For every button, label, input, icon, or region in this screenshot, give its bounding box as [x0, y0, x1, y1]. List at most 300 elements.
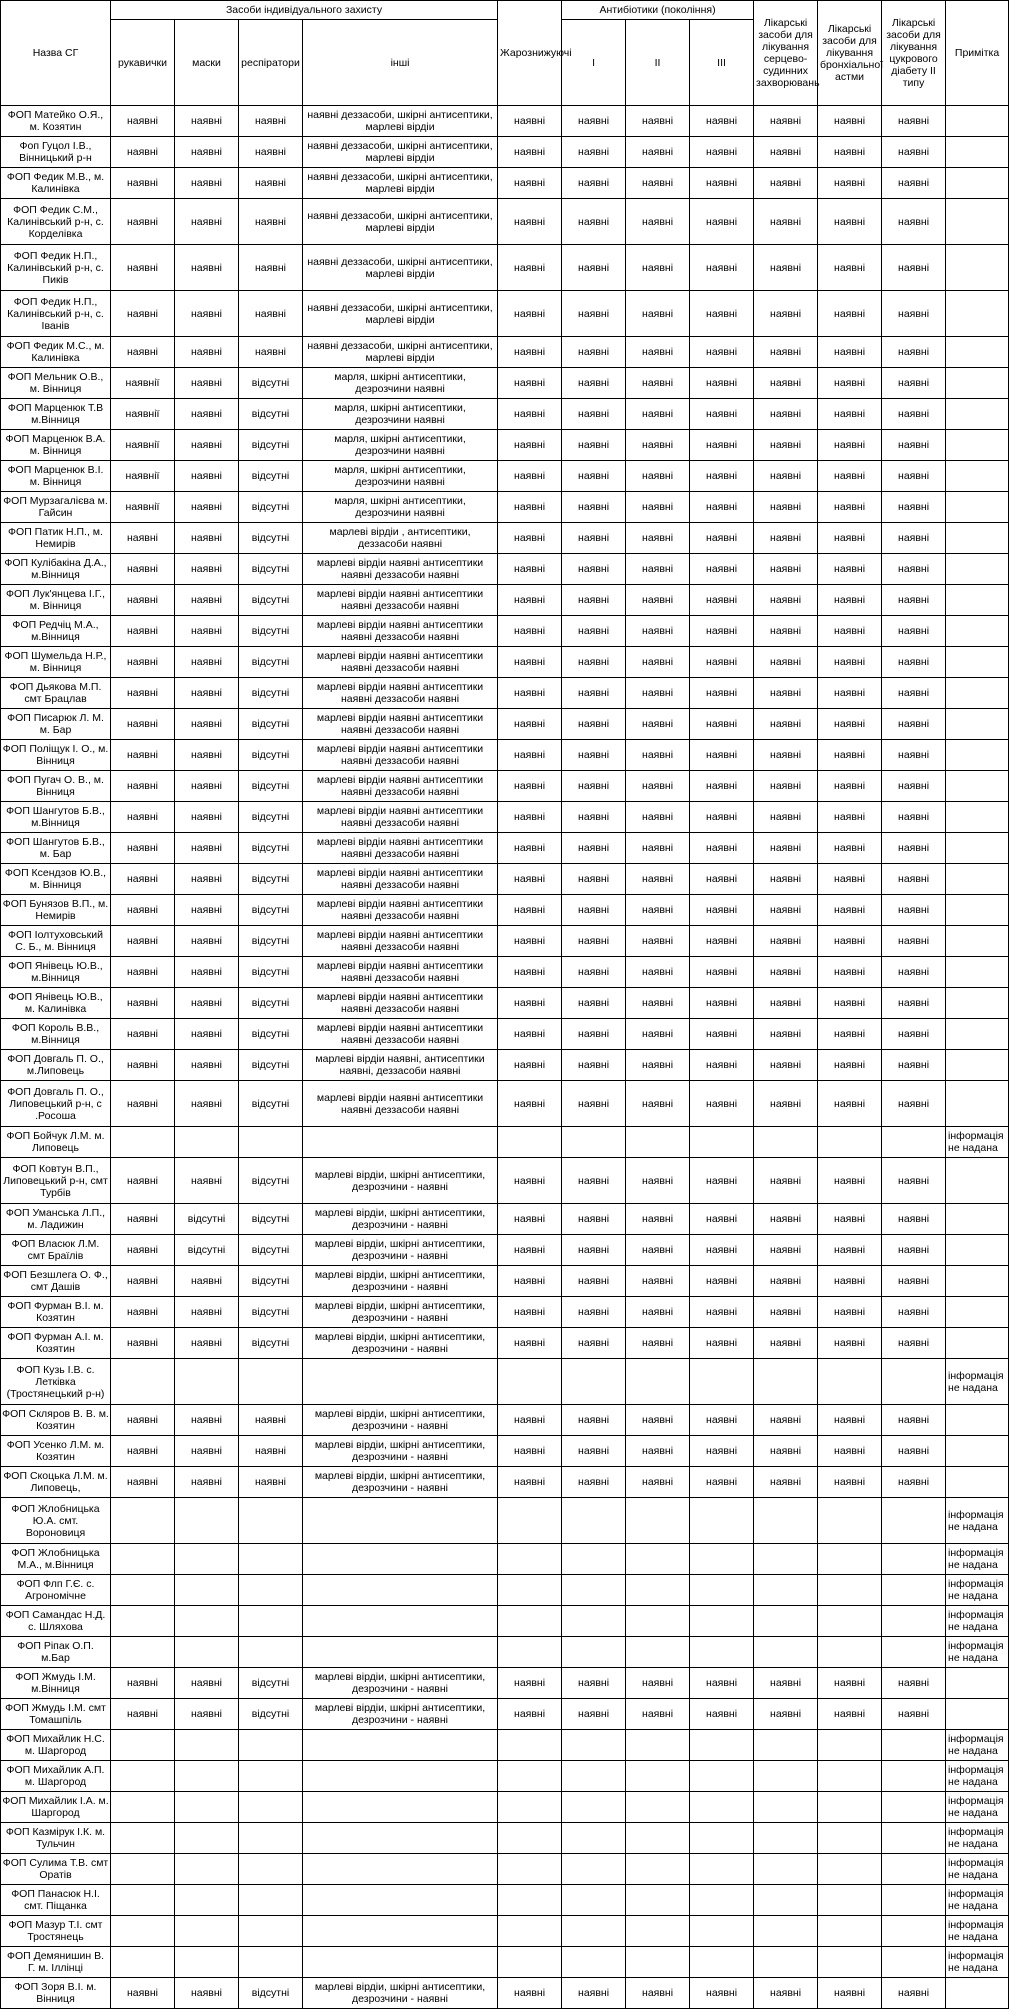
antibiotics-gen3-cell [690, 1854, 754, 1885]
header-diabetes: Лікарські засоби для лікування цукрового діабету ІІ типу [882, 1, 946, 106]
diabetes-cell: наявні [882, 1081, 946, 1127]
cardio-cell: наявні [754, 616, 818, 647]
antipyretics-cell: наявні [498, 430, 562, 461]
diabetes-cell: наявні [882, 1405, 946, 1436]
table-row [1, 1854, 1009, 1885]
gloves-cell [111, 1606, 175, 1637]
diabetes-cell: наявні [882, 1699, 946, 1730]
respirators-cell [239, 1359, 303, 1405]
cardio-cell: наявні [754, 1158, 818, 1204]
asthma-cell: наявні [818, 1081, 882, 1127]
note-cell: інформація не надана [946, 1792, 1009, 1823]
note-cell [946, 957, 1009, 988]
cardio-cell [754, 1498, 818, 1544]
other-cell [303, 1606, 498, 1637]
asthma-cell [818, 1606, 882, 1637]
antipyretics-cell [498, 1730, 562, 1761]
note-cell [946, 1668, 1009, 1699]
antibiotics-gen3-cell [690, 1575, 754, 1606]
asthma-cell: наявні [818, 988, 882, 1019]
masks-cell: наявні [175, 1297, 239, 1328]
asthma-cell [818, 1854, 882, 1885]
note-cell [946, 833, 1009, 864]
diabetes-cell [882, 1916, 946, 1947]
gloves-cell: наявні [111, 554, 175, 585]
other-cell [303, 1947, 498, 1978]
antibiotics-gen1-cell [562, 1885, 626, 1916]
antibiotics-gen2-cell: наявні [626, 1405, 690, 1436]
diabetes-cell: наявні [882, 895, 946, 926]
masks-cell: наявні [175, 106, 239, 137]
antibiotics-gen3-cell: наявні [690, 771, 754, 802]
asthma-cell: наявні [818, 492, 882, 523]
gloves-cell [111, 1498, 175, 1544]
antibiotics-gen2-cell [626, 1575, 690, 1606]
masks-cell [175, 1730, 239, 1761]
antibiotics-gen1-cell [562, 1575, 626, 1606]
antipyretics-cell: наявні [498, 957, 562, 988]
other-cell: марлеві вірдіи наявні антисептики наявні деззасоби наявні [303, 988, 498, 1019]
antibiotics-gen3-cell: наявні [690, 368, 754, 399]
diabetes-cell: наявні [882, 740, 946, 771]
other-cell: марлеві вірдіи, шкірні антисептики, дезрозчини - наявні [303, 1297, 498, 1328]
antipyretics-cell: наявні [498, 1436, 562, 1467]
antibiotics-gen1-cell: наявні [562, 492, 626, 523]
other-cell [303, 1761, 498, 1792]
antipyretics-cell: наявні [498, 1158, 562, 1204]
antipyretics-cell [498, 1761, 562, 1792]
antibiotics-gen2-cell: наявні [626, 926, 690, 957]
other-cell: наявні деззасоби, шкірні антисептики, марлеві вірдіи [303, 106, 498, 137]
antibiotics-gen3-cell: наявні [690, 864, 754, 895]
antibiotics-gen2-cell: наявні [626, 1978, 690, 2009]
cardio-cell [754, 1854, 818, 1885]
antibiotics-gen2-cell [626, 1947, 690, 1978]
table-row [1, 1668, 1009, 1699]
other-cell [303, 1359, 498, 1405]
antipyretics-cell: наявні [498, 461, 562, 492]
antipyretics-cell [498, 1916, 562, 1947]
antibiotics-gen2-cell: наявні [626, 1158, 690, 1204]
antibiotics-gen3-cell: наявні [690, 1158, 754, 1204]
diabetes-cell: наявні [882, 1266, 946, 1297]
antibiotics-gen2-cell: наявні [626, 740, 690, 771]
note-cell [946, 864, 1009, 895]
org-name-cell: ФОП Михайлик Н.С. м. Шаргород [1, 1730, 111, 1761]
antipyretics-cell: наявні [498, 1467, 562, 1498]
org-name-cell: ФОП Власюк Л.М. смт Браїлів [1, 1235, 111, 1266]
gloves-cell: наявні [111, 678, 175, 709]
other-cell: наявні деззасоби, шкірні антисептики, марлеві вірдіи [303, 291, 498, 337]
antipyretics-cell: наявні [498, 1019, 562, 1050]
respirators-cell [239, 1498, 303, 1544]
asthma-cell [818, 1792, 882, 1823]
table-row [1, 399, 1009, 430]
org-name-cell: ФОП Бунязов В.П., м. Немирів [1, 895, 111, 926]
antibiotics-gen1-cell: наявні [562, 1978, 626, 2009]
other-cell [303, 1730, 498, 1761]
asthma-cell [818, 1916, 882, 1947]
respirators-cell [239, 1854, 303, 1885]
antipyretics-cell: наявні [498, 1405, 562, 1436]
antibiotics-gen3-cell: наявні [690, 802, 754, 833]
org-name-cell: ФОП Король В.В., м.Вінниця [1, 1019, 111, 1050]
antibiotics-gen2-cell: наявні [626, 1050, 690, 1081]
antibiotics-gen2-cell: наявні [626, 523, 690, 554]
masks-cell: наявні [175, 1328, 239, 1359]
respirators-cell: відсутні [239, 1204, 303, 1235]
antibiotics-gen1-cell: наявні [562, 647, 626, 678]
antibiotics-gen2-cell: наявні [626, 988, 690, 1019]
note-cell [946, 430, 1009, 461]
other-cell: марлеві вірдіи наявні антисептики наявні деззасоби наявні [303, 771, 498, 802]
antipyretics-cell: наявні [498, 647, 562, 678]
respirators-cell [239, 1761, 303, 1792]
table-row [1, 245, 1009, 291]
antibiotics-gen3-cell [690, 1916, 754, 1947]
other-cell [303, 1544, 498, 1575]
header-ppe: Засоби індивідуального захисту [111, 1, 498, 20]
asthma-cell: наявні [818, 430, 882, 461]
header-gen1: I [562, 20, 626, 106]
table-row [1, 1405, 1009, 1436]
masks-cell: наявні [175, 1436, 239, 1467]
gloves-cell: наявні [111, 957, 175, 988]
gloves-cell [111, 1947, 175, 1978]
org-name-cell: ФОП Флп Г.Є. с. Агрономічне [1, 1575, 111, 1606]
masks-cell [175, 1885, 239, 1916]
diabetes-cell [882, 1761, 946, 1792]
respirators-cell [239, 1637, 303, 1668]
diabetes-cell: наявні [882, 1050, 946, 1081]
masks-cell: наявні [175, 554, 239, 585]
other-cell: наявні деззасоби, шкірні антисептики, марлеві вірдіи [303, 137, 498, 168]
antibiotics-gen2-cell [626, 1792, 690, 1823]
antibiotics-gen1-cell: наявні [562, 523, 626, 554]
antipyretics-cell: наявні [498, 137, 562, 168]
cardio-cell [754, 1127, 818, 1158]
asthma-cell: наявні [818, 137, 882, 168]
other-cell: марлеві вірдіи наявні антисептики наявні деззасоби наявні [303, 957, 498, 988]
antibiotics-gen1-cell [562, 1823, 626, 1854]
diabetes-cell: наявні [882, 1019, 946, 1050]
diabetes-cell [882, 1637, 946, 1668]
masks-cell: наявні [175, 168, 239, 199]
antibiotics-gen3-cell: наявні [690, 399, 754, 430]
gloves-cell [111, 1127, 175, 1158]
diabetes-cell [882, 1854, 946, 1885]
antipyretics-cell: наявні [498, 245, 562, 291]
antibiotics-gen3-cell: наявні [690, 554, 754, 585]
gloves-cell [111, 1359, 175, 1405]
respirators-cell: наявні [239, 245, 303, 291]
masks-cell: наявні [175, 492, 239, 523]
cardio-cell: наявні [754, 523, 818, 554]
org-name-cell: ФОП Янівець Ю.В., м. Калинівка [1, 988, 111, 1019]
org-name-cell: ФОП Федик М.В., м. Калинівка [1, 168, 111, 199]
antibiotics-gen2-cell: наявні [626, 168, 690, 199]
antipyretics-cell: наявні [498, 199, 562, 245]
org-name-cell: ФОП Федик М.С., м. Калинівка [1, 337, 111, 368]
antibiotics-gen1-cell: наявні [562, 461, 626, 492]
antibiotics-gen3-cell: наявні [690, 585, 754, 616]
cardio-cell: наявні [754, 1235, 818, 1266]
gloves-cell: наявні [111, 926, 175, 957]
other-cell: марля, шкірні антисептики, дезрозчини наявні [303, 492, 498, 523]
cardio-cell [754, 1947, 818, 1978]
masks-cell: наявні [175, 926, 239, 957]
asthma-cell: наявні [818, 647, 882, 678]
diabetes-cell [882, 1575, 946, 1606]
table-row [1, 1297, 1009, 1328]
gloves-cell: наявні [111, 137, 175, 168]
antibiotics-gen2-cell: наявні [626, 554, 690, 585]
cardio-cell [754, 1761, 818, 1792]
other-cell: марлеві вірдіи наявні антисептики наявні деззасоби наявні [303, 647, 498, 678]
masks-cell: наявні [175, 678, 239, 709]
antibiotics-gen2-cell: наявні [626, 1668, 690, 1699]
antibiotics-gen1-cell: наявні [562, 1668, 626, 1699]
other-cell: наявні деззасоби, шкірні антисептики, марлеві вірдіи [303, 199, 498, 245]
cardio-cell: наявні [754, 337, 818, 368]
respirators-cell: відсутні [239, 585, 303, 616]
note-cell [946, 1050, 1009, 1081]
antibiotics-gen1-cell: наявні [562, 1297, 626, 1328]
table-row [1, 1916, 1009, 1947]
antibiotics-gen2-cell: наявні [626, 771, 690, 802]
org-name-cell: ФОП Ксендзов Ю.В., м. Вінниця [1, 864, 111, 895]
note-cell [946, 1978, 1009, 2009]
diabetes-cell: наявні [882, 678, 946, 709]
diabetes-cell: наявні [882, 1297, 946, 1328]
table-row [1, 988, 1009, 1019]
asthma-cell: наявні [818, 802, 882, 833]
org-name-cell: ФОП Пугач О. В., м. Вінниця [1, 771, 111, 802]
table-row [1, 1467, 1009, 1498]
antibiotics-gen1-cell [562, 1792, 626, 1823]
note-cell [946, 1081, 1009, 1127]
gloves-cell: наявні [111, 199, 175, 245]
gloves-cell: наявні [111, 988, 175, 1019]
antibiotics-gen1-cell: наявні [562, 771, 626, 802]
table-row [1, 1050, 1009, 1081]
org-name-cell: ФОП Бойчук Л.М. м. Липовець [1, 1127, 111, 1158]
antipyretics-cell: наявні [498, 554, 562, 585]
note-cell [946, 988, 1009, 1019]
table-row [1, 1019, 1009, 1050]
antibiotics-gen2-cell [626, 1823, 690, 1854]
table-row [1, 740, 1009, 771]
antibiotics-gen3-cell: наявні [690, 1978, 754, 2009]
antibiotics-gen1-cell [562, 1761, 626, 1792]
antipyretics-cell [498, 1792, 562, 1823]
antibiotics-gen3-cell: наявні [690, 895, 754, 926]
antibiotics-gen3-cell [690, 1359, 754, 1405]
antipyretics-cell: наявні [498, 492, 562, 523]
diabetes-cell: наявні [882, 957, 946, 988]
note-cell [946, 1204, 1009, 1235]
cardio-cell [754, 1637, 818, 1668]
table-row [1, 1204, 1009, 1235]
gloves-cell: наявнії [111, 492, 175, 523]
other-cell: марлеві вірдіи, шкірні антисептики, дезрозчини - наявні [303, 1204, 498, 1235]
masks-cell [175, 1947, 239, 1978]
asthma-cell: наявні [818, 1050, 882, 1081]
respirators-cell: наявні [239, 1436, 303, 1467]
org-name-cell: ФОП Шангутов Б.В., м. Бар [1, 833, 111, 864]
cardio-cell: наявні [754, 740, 818, 771]
cardio-cell: наявні [754, 678, 818, 709]
respirators-cell: відсутні [239, 771, 303, 802]
header-antibiotics: Антибіотики (покоління) [562, 1, 754, 20]
asthma-cell: наявні [818, 291, 882, 337]
antipyretics-cell: наявні [498, 291, 562, 337]
header-note: Примітка [946, 1, 1009, 106]
other-cell: марлеві вірдіи , антисептики, деззасоби наявні [303, 523, 498, 554]
table-row [1, 430, 1009, 461]
table-row [1, 291, 1009, 337]
other-cell: марлеві вірдіи наявні, антисептики наявні, деззасоби наявні [303, 1050, 498, 1081]
asthma-cell: наявні [818, 1978, 882, 2009]
respirators-cell: відсутні [239, 492, 303, 523]
org-name-cell: ФОП Дьякова М.П. смт Брацлав [1, 678, 111, 709]
asthma-cell: наявні [818, 523, 882, 554]
diabetes-cell [882, 1885, 946, 1916]
org-name-cell: ФОП Редчіц М.А., м.Вінниця [1, 616, 111, 647]
masks-cell: наявні [175, 895, 239, 926]
org-name-cell: Фоп Гуцол І.В., Вінницький р-н [1, 137, 111, 168]
table-row [1, 106, 1009, 137]
cardio-cell: наявні [754, 461, 818, 492]
antipyretics-cell [498, 1544, 562, 1575]
antibiotics-gen3-cell: наявні [690, 1467, 754, 1498]
note-cell [946, 1297, 1009, 1328]
asthma-cell: наявні [818, 1668, 882, 1699]
gloves-cell: наявні [111, 647, 175, 678]
asthma-cell [818, 1575, 882, 1606]
diabetes-cell: наявні [882, 988, 946, 1019]
masks-cell: наявні [175, 245, 239, 291]
antibiotics-gen2-cell: наявні [626, 1266, 690, 1297]
cardio-cell: наявні [754, 399, 818, 430]
diabetes-cell: наявні [882, 399, 946, 430]
masks-cell: наявні [175, 740, 239, 771]
gloves-cell [111, 1637, 175, 1668]
antibiotics-gen3-cell [690, 1606, 754, 1637]
antibiotics-gen1-cell [562, 1606, 626, 1637]
respirators-cell: відсутні [239, 957, 303, 988]
antibiotics-gen2-cell: наявні [626, 137, 690, 168]
respirators-cell: відсутні [239, 523, 303, 554]
respirators-cell: відсутні [239, 554, 303, 585]
diabetes-cell: наявні [882, 168, 946, 199]
antibiotics-gen3-cell: наявні [690, 1699, 754, 1730]
diabetes-cell [882, 1359, 946, 1405]
header-asthma: Лікарські засоби для лікування бронхіальної астми [818, 1, 882, 106]
antibiotics-gen1-cell: наявні [562, 709, 626, 740]
org-name-cell: ФОП Поліщук І. О., м. Вінниця [1, 740, 111, 771]
table-row [1, 1823, 1009, 1854]
masks-cell [175, 1498, 239, 1544]
note-cell [946, 168, 1009, 199]
diabetes-cell: наявні [882, 554, 946, 585]
antipyretics-cell: наявні [498, 709, 562, 740]
other-cell: марлеві вірдіи наявні антисептики наявні деззасоби наявні [303, 926, 498, 957]
masks-cell: наявні [175, 1668, 239, 1699]
antibiotics-gen2-cell: наявні [626, 1081, 690, 1127]
antibiotics-gen2-cell [626, 1127, 690, 1158]
antibiotics-gen2-cell: наявні [626, 199, 690, 245]
antibiotics-gen3-cell: наявні [690, 199, 754, 245]
diabetes-cell: наявні [882, 199, 946, 245]
antibiotics-gen3-cell: наявні [690, 106, 754, 137]
diabetes-cell: наявні [882, 616, 946, 647]
table-row [1, 616, 1009, 647]
antibiotics-gen1-cell: наявні [562, 106, 626, 137]
gloves-cell: наявні [111, 337, 175, 368]
antibiotics-gen1-cell: наявні [562, 245, 626, 291]
respirators-cell: наявні [239, 291, 303, 337]
masks-cell [175, 1792, 239, 1823]
table-row [1, 895, 1009, 926]
respirators-cell: наявні [239, 337, 303, 368]
antibiotics-gen1-cell: наявні [562, 1436, 626, 1467]
respirators-cell: відсутні [239, 616, 303, 647]
note-cell: інформація не надана [946, 1544, 1009, 1575]
org-name-cell: ФОП Уманська Л.П., м. Ладижин [1, 1204, 111, 1235]
other-cell: марлеві вірдіи, шкірні антисептики, дезрозчини - наявні [303, 1405, 498, 1436]
respirators-cell: відсутні [239, 1235, 303, 1266]
table-row [1, 1266, 1009, 1297]
org-name-cell: ФОП Ковтун В.П., Липовецький р-н, смт Турбів [1, 1158, 111, 1204]
respirators-cell [239, 1885, 303, 1916]
respirators-cell: наявні [239, 1467, 303, 1498]
note-cell [946, 771, 1009, 802]
antibiotics-gen2-cell: наявні [626, 337, 690, 368]
respirators-cell [239, 1127, 303, 1158]
masks-cell [175, 1127, 239, 1158]
org-name-cell: ФОП Матейко О.Я., м. Козятин [1, 106, 111, 137]
antibiotics-gen1-cell [562, 1544, 626, 1575]
note-cell [946, 368, 1009, 399]
diabetes-cell: наявні [882, 430, 946, 461]
note-cell: інформація не надана [946, 1885, 1009, 1916]
note-cell: інформація не надана [946, 1854, 1009, 1885]
asthma-cell [818, 1544, 882, 1575]
note-cell [946, 245, 1009, 291]
antibiotics-gen3-cell [690, 1730, 754, 1761]
antipyretics-cell [498, 1575, 562, 1606]
diabetes-cell: наявні [882, 771, 946, 802]
gloves-cell: наявні [111, 245, 175, 291]
cardio-cell [754, 1823, 818, 1854]
antibiotics-gen1-cell: наявні [562, 1019, 626, 1050]
antibiotics-gen3-cell: наявні [690, 337, 754, 368]
asthma-cell: наявні [818, 678, 882, 709]
cardio-cell: наявні [754, 554, 818, 585]
antipyretics-cell: наявні [498, 678, 562, 709]
antibiotics-gen3-cell: наявні [690, 1297, 754, 1328]
asthma-cell: наявні [818, 1328, 882, 1359]
antibiotics-gen3-cell: наявні [690, 1050, 754, 1081]
table-row [1, 337, 1009, 368]
gloves-cell: наявнії [111, 430, 175, 461]
antipyretics-cell: наявні [498, 1297, 562, 1328]
gloves-cell: наявні [111, 1050, 175, 1081]
respirators-cell [239, 1544, 303, 1575]
note-cell: інформація не надана [946, 1730, 1009, 1761]
antipyretics-cell: наявні [498, 168, 562, 199]
